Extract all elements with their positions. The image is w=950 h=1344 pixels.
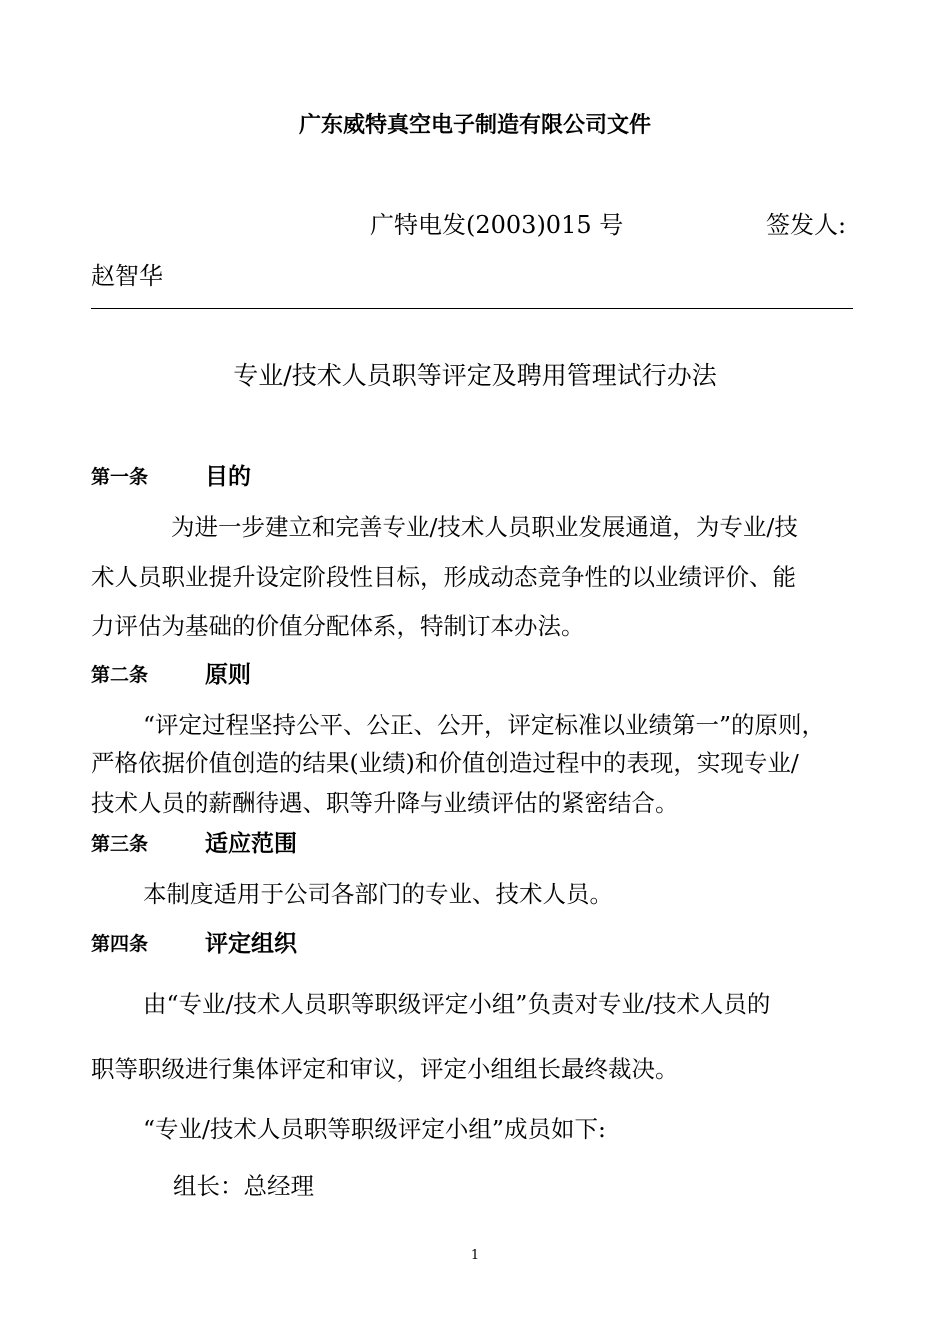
article-2-title: 原则 [205, 662, 251, 688]
article-1-title: 目的 [205, 464, 251, 490]
document-number: 广特电发(2003)015 号 [370, 211, 624, 239]
article-4-line: 由“专业/技术人员职等职级评定小组”负责对专业/技术人员的 [143, 990, 771, 1018]
article-2-line: “评定过程坚持公平、公正、公开，评定标准以业绩第一”的原则， [143, 711, 826, 739]
issuer-label: 签发人: [766, 211, 847, 239]
page-number: 1 [470, 1248, 480, 1263]
document-title: 专业/技术人员职等评定及聘用管理试行办法 [233, 361, 717, 390]
issuer-name: 赵智华 [91, 262, 163, 290]
article-1-line: 为进一步建立和完善专业/技术人员职业发展通道，为专业/技 [171, 513, 798, 541]
article-4-title: 评定组织 [205, 931, 297, 957]
article-2-line: 技术人员的薪酬待遇、职等升降与业绩评估的紧密结合。 [91, 789, 679, 817]
article-3-title: 适应范围 [205, 831, 297, 857]
article-2-number: 第二条 [91, 664, 149, 686]
article-1-line: 术人员职业提升设定阶段性目标，形成动态竞争性的以业绩评价、能 [91, 563, 796, 591]
article-4-number: 第四条 [91, 933, 149, 955]
header-divider [91, 308, 853, 309]
article-4-line: 组长：总经理 [173, 1172, 314, 1200]
document-header: 广东威特真空电子制造有限公司文件 [298, 113, 651, 138]
article-2-line: 严格依据价值创造的结果(业绩)和价值创造过程中的表现，实现专业/ [91, 749, 799, 777]
article-3-line: 本制度适用于公司各部门的专业、技术人员。 [143, 880, 613, 908]
article-4-line: “专业/技术人员职等职级评定小组”成员如下: [143, 1115, 606, 1143]
article-1-number: 第一条 [91, 466, 149, 488]
article-4-line: 职等职级进行集体评定和审议，评定小组组长最终裁决。 [91, 1055, 679, 1083]
article-1-line: 力评估为基础的价值分配体系，特制订本办法。 [91, 612, 585, 640]
article-3-number: 第三条 [91, 833, 149, 855]
